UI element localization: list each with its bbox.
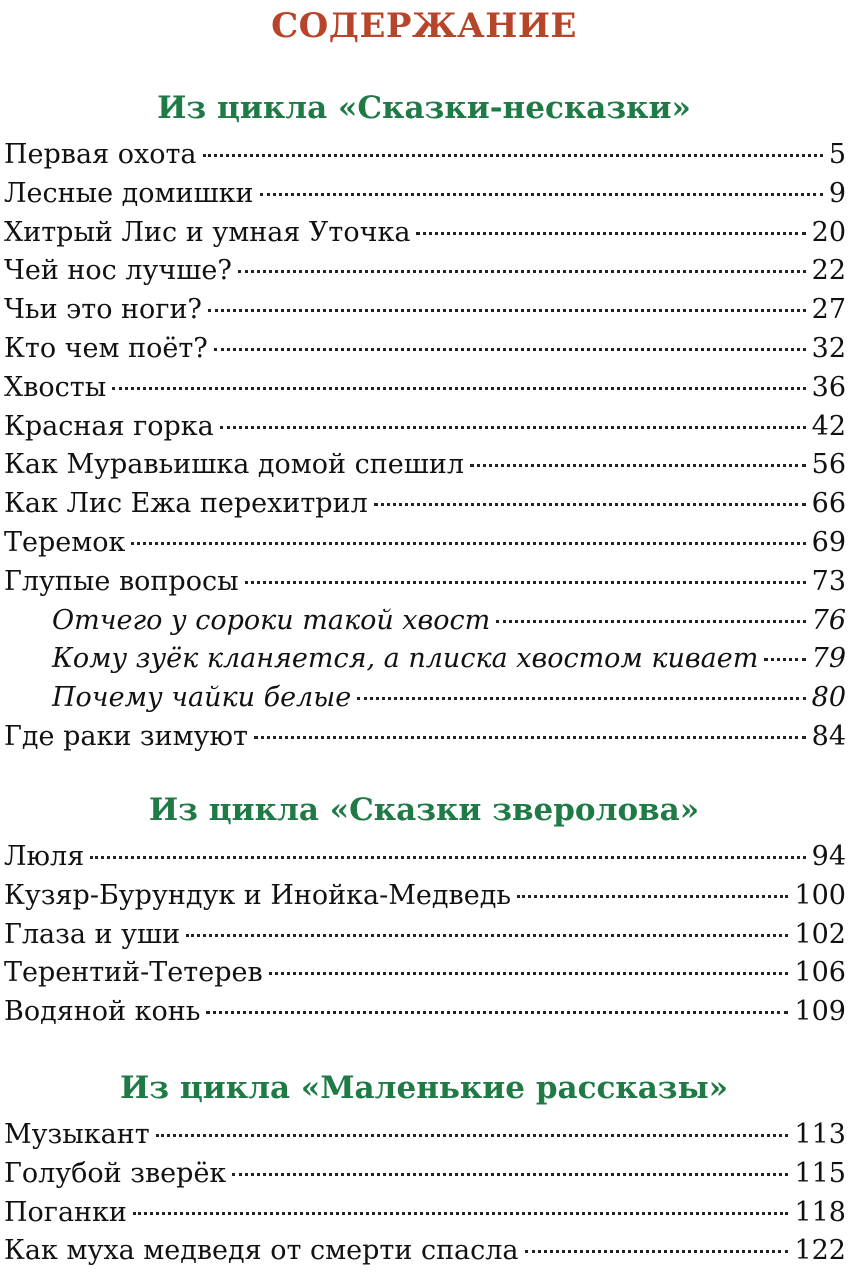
toc-list	[0, 136, 848, 757]
entry-title: Глупые вопросы	[4, 565, 239, 597]
page-number: 122	[794, 1235, 846, 1267]
toc-entry[interactable]	[0, 916, 848, 955]
toc-list	[0, 838, 848, 1032]
page-number: 106	[794, 957, 846, 989]
page-number: 118	[794, 1196, 846, 1228]
entry-title: Терентий-Тетерев	[4, 957, 263, 989]
page-number: 73	[811, 565, 846, 597]
dot-leader	[220, 426, 806, 429]
toc-entry[interactable]	[0, 563, 848, 602]
dot-leader	[206, 1011, 788, 1014]
page-number: 76	[811, 604, 846, 636]
dot-leader	[203, 154, 823, 157]
toc-entry[interactable]	[0, 1232, 848, 1271]
dot-leader	[517, 895, 788, 898]
toc-entry[interactable]	[0, 175, 848, 214]
entry-title: Люля	[4, 841, 85, 872]
dot-leader	[525, 1250, 789, 1253]
toc-entry[interactable]	[0, 485, 848, 524]
toc-section-3	[0, 1068, 848, 1271]
page-number: 9	[828, 177, 846, 209]
toc-list	[0, 1116, 848, 1271]
page-title: СОДЕРЖАНИЕ	[271, 6, 577, 46]
page-number: 20	[811, 216, 846, 248]
page-number: 113	[794, 1119, 846, 1150]
toc-entry[interactable]	[0, 136, 848, 175]
page-number: 80	[811, 682, 846, 714]
toc-entry[interactable]	[0, 877, 848, 916]
page-number: 5	[828, 139, 846, 170]
dot-leader	[131, 542, 805, 545]
toc-section-1	[0, 88, 848, 757]
page-number: 94	[811, 841, 846, 872]
toc-entry[interactable]	[0, 718, 848, 757]
toc-entry[interactable]	[0, 993, 848, 1032]
page-number: 109	[794, 996, 846, 1028]
dot-leader	[260, 193, 823, 196]
dot-leader	[238, 270, 806, 273]
dot-leader	[416, 232, 805, 235]
toc-entry[interactable]	[0, 954, 848, 993]
entry-title: Где раки зимуют	[4, 720, 248, 752]
entry-title: Красная горка	[4, 410, 214, 442]
entry-title: Отчего у сороки такой хвост	[52, 604, 491, 636]
dot-leader	[357, 697, 805, 700]
entry-title: Первая охота	[4, 139, 197, 170]
toc-section-2	[0, 790, 848, 1032]
page-number: 100	[794, 879, 846, 911]
toc-entry[interactable]	[0, 446, 848, 485]
page-number: 102	[794, 918, 846, 950]
dot-leader	[496, 620, 805, 623]
entry-title: Почему чайки белые	[52, 682, 352, 714]
page-number: 69	[811, 526, 846, 558]
entry-title: Чей нос лучше?	[4, 255, 232, 287]
toc-subentry[interactable]	[0, 679, 848, 718]
entry-title: Хвосты	[4, 371, 107, 403]
dot-leader	[208, 309, 806, 312]
page-number: 115	[794, 1157, 846, 1189]
entry-title: Кто чем поёт?	[4, 332, 208, 364]
toc-subentry[interactable]	[0, 602, 848, 641]
dot-leader	[254, 736, 806, 739]
entry-title: Как муха медведя от смерти спасла	[4, 1235, 519, 1267]
entry-title: Лесные домишки	[4, 177, 254, 209]
entry-title: Кузяр-Бурундук и Инойка-Медведь	[4, 879, 512, 911]
toc-entry[interactable]	[0, 1155, 848, 1194]
page-number: 66	[811, 488, 846, 520]
section-heading: Из цикла «Маленькие рассказы»	[119, 1070, 729, 1106]
page-number: 56	[811, 449, 846, 481]
toc-entry[interactable]	[0, 838, 848, 877]
page-number: 27	[811, 294, 846, 326]
entry-title: Теремок	[4, 526, 126, 558]
entry-title: Музыкант	[4, 1119, 150, 1150]
entry-title: Кому зуёк кланяется, а плиска хвостом кивает	[52, 643, 759, 675]
entry-title: Поганки	[4, 1196, 127, 1228]
page-number: 22	[811, 255, 846, 287]
entry-title: Чьи это ноги?	[4, 294, 202, 326]
dot-leader	[245, 581, 806, 584]
page-number: 84	[811, 720, 846, 752]
page-number: 36	[811, 371, 846, 403]
dot-leader	[133, 1212, 789, 1215]
dot-leader	[112, 387, 805, 390]
toc-entry[interactable]	[0, 291, 848, 330]
toc-entry[interactable]	[0, 252, 848, 291]
toc-subentry[interactable]	[0, 640, 848, 679]
dot-leader	[214, 348, 806, 351]
entry-title: Как Лис Ежа перехитрил	[4, 488, 368, 520]
page-number: 42	[811, 410, 846, 442]
dot-leader	[232, 1173, 788, 1176]
toc-entry[interactable]	[0, 1116, 848, 1155]
toc-entry[interactable]	[0, 408, 848, 447]
dot-leader	[470, 464, 806, 467]
section-heading: Из цикла «Сказки зверолова»	[148, 792, 700, 828]
entry-title: Водяной конь	[4, 996, 201, 1028]
toc-entry[interactable]	[0, 330, 848, 369]
dot-leader	[186, 934, 788, 937]
entry-title: Глаза и уши	[4, 918, 181, 950]
entry-title: Хитрый Лис и умная Уточка	[4, 216, 411, 248]
page-number: 32	[811, 332, 846, 364]
entry-title: Голубой зверёк	[4, 1157, 227, 1189]
toc-entry[interactable]	[0, 369, 848, 408]
dot-leader	[156, 1134, 789, 1137]
section-heading: Из цикла «Сказки-несказки»	[157, 90, 691, 126]
toc-entry[interactable]	[0, 1194, 848, 1233]
dot-leader	[269, 972, 789, 975]
dot-leader	[764, 658, 805, 661]
page-number: 79	[811, 643, 846, 675]
entry-title: Как Муравьишка домой спешил	[4, 449, 464, 481]
toc-entry[interactable]	[0, 214, 848, 253]
dot-leader	[90, 856, 805, 859]
dot-leader	[374, 503, 806, 506]
toc-entry[interactable]	[0, 524, 848, 563]
